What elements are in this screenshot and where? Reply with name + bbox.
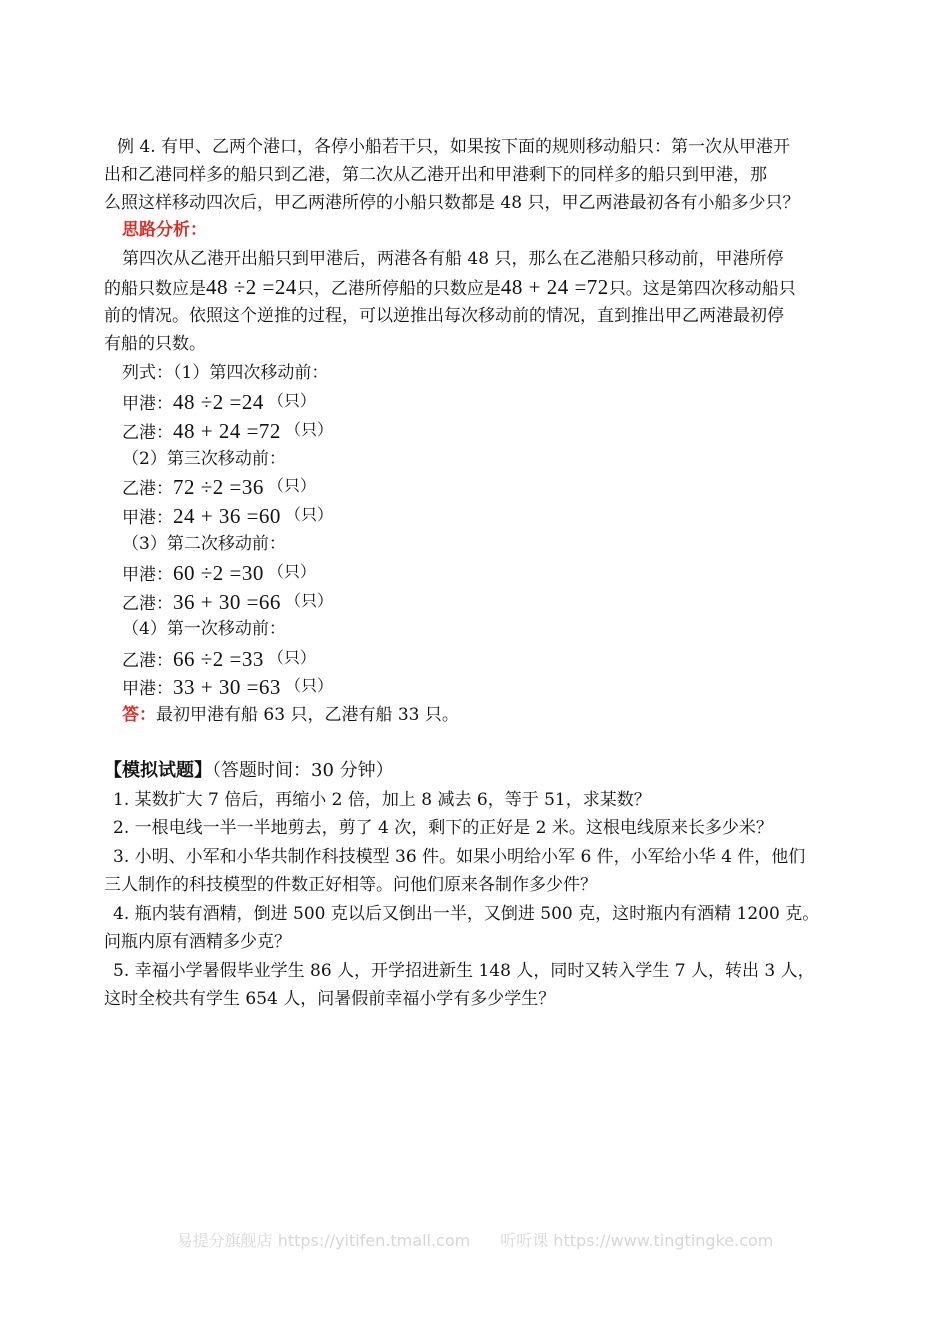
step-label: 甲港：	[122, 679, 173, 699]
analysis-equation-2: 48 + 24 =72	[500, 275, 609, 299]
step-row	[122, 418, 333, 445]
analysis-line-3: 前的情况。依照这个逆推的过程，可以逆推出每次移动前的情况，直到推出甲乙两港最初停	[104, 306, 784, 326]
exercise-line: 2. 一根电线一半一半地剪去，剪了 4 次，剩下的正好是 2 米。这根电线原来长多少米？	[113, 818, 773, 838]
example-line-2: 出和乙港同样多的船只到乙港，第二次从乙港开出和甲港剩下的同样多的船只到甲港，那	[104, 165, 767, 185]
step-label: 甲港：	[122, 394, 173, 414]
analysis-label: 思路分析：	[122, 220, 207, 240]
step-row	[122, 389, 316, 416]
analysis-line-1: 第四次从乙港开出船只到甲港后，两港各有船 48 只，那么在乙港船只移动前，甲港所停	[122, 249, 784, 269]
exercises-header	[104, 759, 394, 783]
step-unit: （只）	[267, 562, 316, 581]
exercise-line: 5. 幸福小学暑假毕业学生 86 人，开学招进新生 148 人，同时又转入学生 7 人，转出 3 人，	[113, 961, 815, 981]
analysis-line-4: 有船的只数。	[104, 334, 206, 354]
exercise-line: 三人制作的科技模型的件数正好相等。问他们原来各制作多少件？	[104, 875, 597, 895]
step-row	[122, 474, 316, 501]
answer-line	[122, 703, 459, 727]
step-unit: （只）	[284, 676, 333, 695]
step-heading: （2）第三次移动前：	[122, 449, 286, 469]
analysis-text-c: 只。这是第四次移动船只	[608, 279, 796, 299]
step-unit: （只）	[267, 391, 316, 410]
analysis-equation-1: 48 ÷2 =24	[206, 275, 297, 299]
exercise-line: 1. 某数扩大 7 倍后，再缩小 2 倍，加上 8 减去 6，等于 51，求某数？	[113, 790, 651, 810]
step-unit: （只）	[267, 476, 316, 495]
answer-label: 答：	[122, 705, 156, 725]
analysis-text-a: 的船只数应是	[104, 279, 206, 299]
step-heading: （3）第二次移动前：	[122, 534, 286, 554]
analysis-line-2	[104, 275, 796, 301]
analysis-text-b: 只，乙港所停船的只数应是	[296, 279, 501, 299]
step-row	[122, 503, 333, 530]
step-label: 乙港：	[122, 651, 173, 671]
step-equation: 36 + 30 =66	[173, 590, 281, 614]
step-row	[122, 674, 333, 701]
exercise-line: 这时全校共有学生 654 人，问暑假前幸福小学有多少学生？	[104, 989, 556, 1009]
footer-link-yitifen[interactable]: 易提分旗舰店 https://yitifen.tmall.com	[176, 1231, 471, 1250]
footer-link-tingtingke[interactable]: 听听课 https://www.tingtingke.com	[500, 1231, 774, 1250]
step-equation: 48 + 24 =72	[173, 419, 281, 443]
step-unit: （只）	[267, 648, 316, 667]
list-intro: 列式：（1）第四次移动前：	[122, 363, 329, 383]
step-equation: 33 + 30 =63	[173, 675, 281, 699]
step-label: 甲港：	[122, 565, 173, 585]
step-row	[122, 646, 316, 673]
answer-text: 最初甲港有船 63 只，乙港有船 33 只。	[156, 705, 459, 725]
step-label: 乙港：	[122, 479, 173, 499]
step-equation: 72 ÷2 =36	[173, 475, 264, 499]
step-unit: （只）	[284, 505, 333, 524]
exercise-line: 3. 小明、小军和小华共制作科技模型 36 件。如果小明给小军 6 件，小军给小华 4 件，他们	[113, 847, 806, 867]
exercises-title: 【模拟试题】	[104, 760, 212, 781]
step-unit: （只）	[284, 591, 333, 610]
step-equation: 48 ÷2 =24	[173, 390, 264, 414]
step-label: 乙港：	[122, 423, 173, 443]
exercise-line: 4. 瓶内装有酒精，倒进 500 克以后又倒出一半，又倒进 500 克，这时瓶内有酒精 1200 克。	[113, 904, 820, 924]
exercise-line: 问瓶内原有酒精多少克？	[104, 932, 291, 952]
step-row	[122, 589, 333, 616]
example-line-3: 么照这样移动四次后，甲乙两港所停的小船只数都是 48 只，甲乙两港最初各有小船多少只？	[104, 193, 800, 213]
exercises-time-note: （答题时间：30 分钟）	[212, 760, 394, 781]
example-line-1: 例 4. 有甲、乙两个港口，各停小船若干只，如果按下面的规则移动船只：第一次从甲港开	[117, 137, 791, 157]
step-equation: 66 ÷2 =33	[173, 647, 264, 671]
footer-watermark	[0, 1228, 950, 1251]
step-heading: （4）第一次移动前：	[122, 619, 286, 639]
step-row	[122, 560, 316, 587]
step-label: 甲港：	[122, 508, 173, 528]
step-equation: 60 ÷2 =30	[173, 561, 264, 585]
step-label: 乙港：	[122, 594, 173, 614]
step-unit: （只）	[284, 420, 333, 439]
step-equation: 24 + 36 =60	[173, 504, 281, 528]
